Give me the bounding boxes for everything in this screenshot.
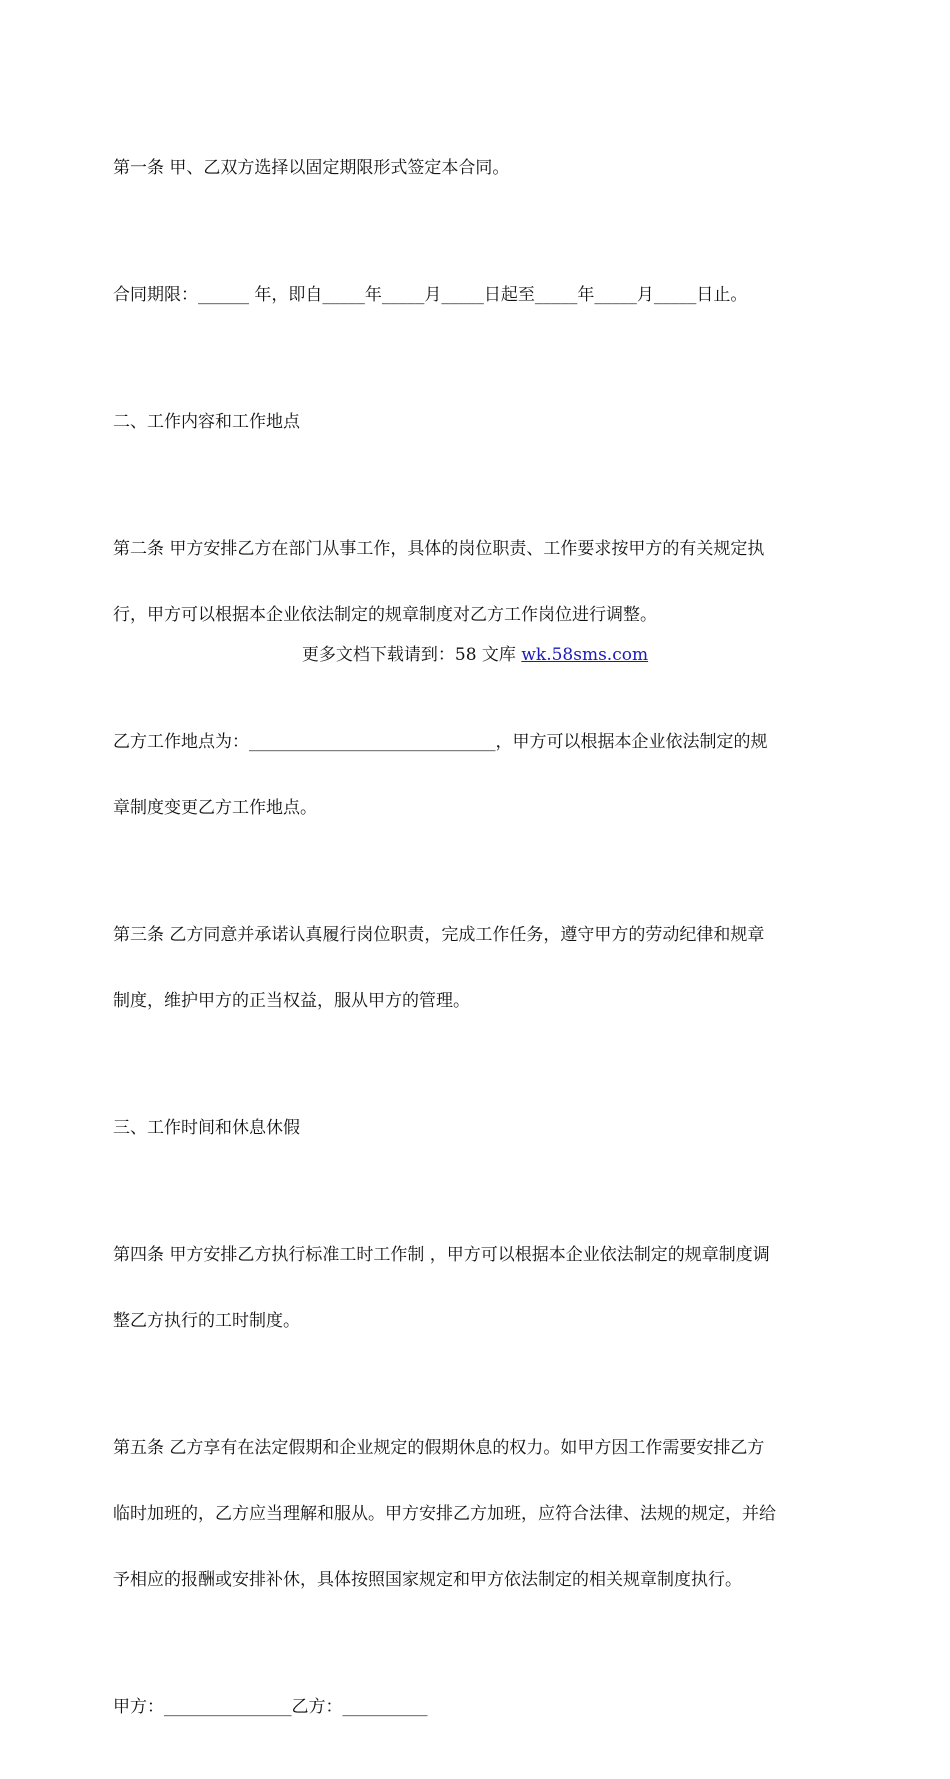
text-line: 第四条 甲方安排乙方执行标准工时工作制 ，甲方可以根据本企业依法制定的规章制度调 (113, 1245, 770, 1265)
text-line: 第三条 乙方同意并承诺认真履行岗位职责，完成工作任务，遵守甲方的劳动纪律和规章 (113, 925, 765, 945)
text-line: 第二条 甲方安排乙方在部门从事工作，具体的岗位职责、工作要求按甲方的有关规定执 (113, 539, 765, 559)
text-line: 乙方工作地点为：_____________________________，甲方可以根据本企业依法制定的规 (113, 732, 768, 752)
text-line: 临时加班的，乙方应当理解和服从。甲方安排乙方加班，应符合法律、法规的规定，并给 (113, 1504, 776, 1524)
section-heading-work-content (113, 367, 835, 477)
section-heading-work-hours (113, 1073, 835, 1183)
paragraph-contract-term (113, 240, 835, 350)
footer-prefix: 更多文档下载请到：58 文库 (301, 645, 522, 665)
text-line: 二、工作内容和工作地点 (113, 412, 300, 432)
paragraph-article-3 (113, 880, 835, 1056)
download-footer (0, 644, 950, 666)
paragraph-article-4 (113, 1200, 835, 1376)
paragraph-article-5 (113, 1393, 835, 1635)
text-line: 行，甲方可以根据本企业依法制定的规章制度对乙方工作岗位进行调整。 (113, 605, 657, 625)
text-line: 甲方：_______________乙方：__________ (113, 1697, 428, 1717)
text-line: 合同期限：______ 年，即自_____年_____月_____日起至_____年_____月_____日止。 (113, 285, 748, 305)
text-line: 章制度变更乙方工作地点。 (113, 798, 317, 818)
text-line: 制度，维护甲方的正当权益，服从甲方的管理。 (113, 991, 470, 1011)
document-body (113, 113, 835, 1779)
footer-link[interactable]: wk.58sms.com (521, 645, 649, 665)
paragraph-work-location (113, 687, 835, 863)
text-line: 予相应的报酬或安排补休，具体按照国家规定和甲方依法制定的相关规章制度执行。 (113, 1570, 742, 1590)
text-line: 第五条 乙方享有在法定假期和企业规定的假期休息的权力。如甲方因工作需要安排乙方 (113, 1438, 765, 1458)
paragraph-article-1 (113, 113, 835, 223)
text-line: 三、工作时间和休息休假 (113, 1118, 300, 1138)
signature-line (113, 1652, 835, 1762)
text-line: 整乙方执行的工时制度。 (113, 1311, 300, 1331)
text-line: 第一条 甲、乙双方选择以固定期限形式签定本合同。 (113, 158, 510, 178)
